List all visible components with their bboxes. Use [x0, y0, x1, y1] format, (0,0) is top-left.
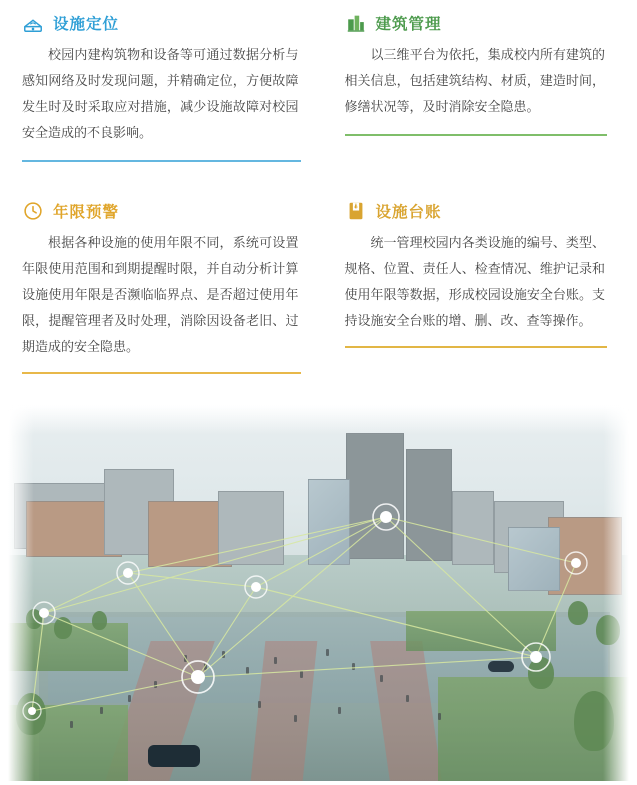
card-header	[345, 196, 608, 226]
clock-icon	[22, 200, 44, 222]
ledger-book-icon	[345, 200, 367, 222]
card-title: 设施台账	[375, 204, 442, 221]
card-body-text: 以三维平台为依托，集成校内所有建筑的相关信息，包括建筑结构、材质，建造时间，修缮状况等，及时消除安全隐患。	[344, 47, 605, 114]
card-body-text: 根据各种设施的使用年限不同，系统可设置年限使用范围和到期提醒时限，并自动分析计算设施使用年限是否濒临临界点、是否超过使用年限，提醒管理者及时处理，消除因设备老旧、过期造成的安全隐患。	[22, 235, 299, 354]
radar-location-icon	[22, 12, 44, 34]
card-title: 年限预警	[53, 204, 120, 221]
card-body-text: 统一管理校园内各类设施的编号、类型、规格、位置、责任人、检查情况、维护记录和使用年限等数据，形成校园设施安全台账。支持设施安全台账的增、删、改、查等操作。	[344, 235, 605, 328]
card-underline	[22, 160, 301, 162]
card-header	[345, 8, 608, 38]
building-icon	[345, 12, 367, 34]
card-underline	[22, 372, 301, 374]
card-underline	[345, 134, 608, 136]
network-overlay	[8, 405, 629, 781]
feature-card-facility-location	[22, 8, 319, 162]
card-body-text: 校园内建构筑物和设备等可通过数据分析与感知网络及时发现问题，并精确定位，方便故障发生时及时采取应对措施，减少设施故障对校园安全造成的不良影响。	[22, 47, 299, 140]
feature-card-building-management	[319, 8, 616, 162]
card-title: 设施定位	[53, 16, 120, 33]
card-header	[22, 8, 301, 38]
feature-card-life-span-warning	[22, 196, 319, 374]
card-underline	[345, 346, 608, 348]
campus-3d-network-illustration	[8, 405, 629, 781]
feature-card-facility-ledger	[319, 196, 616, 374]
card-title: 建筑管理	[375, 16, 442, 33]
card-header	[22, 196, 301, 226]
feature-card-grid	[0, 0, 637, 374]
